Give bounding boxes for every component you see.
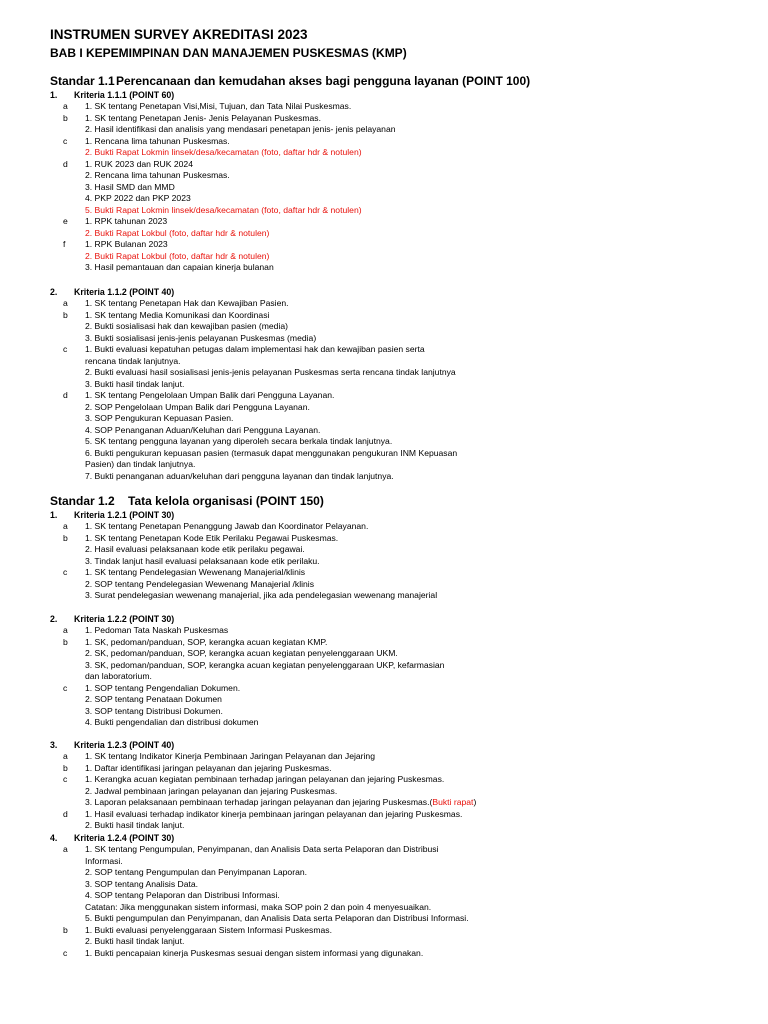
item-text [85, 425, 320, 436]
kriteria-text: Kriteria 1.2.3 (POINT 40) [74, 740, 175, 750]
item-letter: b [63, 532, 68, 543]
item-text [85, 660, 444, 671]
item-text-highlight: Bukti rapat [432, 797, 474, 807]
item-text [85, 544, 305, 555]
item-letter: f [63, 239, 66, 249]
item-text-main: 2. SK, pedoman/panduan, SOP, kerangka acuan kegiatan penyelenggaraan UKM. [85, 648, 398, 658]
item-text [85, 170, 230, 181]
item-text [85, 556, 320, 567]
item-text [85, 579, 314, 590]
kriteria-text: Kriteria 1.1.2 (POINT 40) [74, 287, 175, 297]
item-text [85, 367, 456, 378]
item-text-main: Pasien) dan tindak lanjutnya. [85, 459, 196, 469]
item-text-main: 1. SK tentang Penetapan Visi,Misi, Tujuan, dan Tata Nilai Puskesmas. [85, 101, 352, 111]
kriteria-1-1-2-heading [50, 287, 174, 297]
kriteria-text: Kriteria 1.1.1 (POINT 60) [74, 90, 175, 100]
item-text-main: 2. SOP tentang Pendelegasian Wewenang Manajerial /klinis [85, 578, 314, 589]
item-text-suffix: ) [473, 797, 477, 807]
item-text [85, 413, 233, 424]
item-text [85, 471, 394, 482]
item-text-main: 2. Bukti Rapat Lokmin linsek/desa/kecamatan (foto, daftar hdr & notulen) [85, 147, 362, 157]
item-text-main: 1. Rencana lima tahunan Puskesmas. [85, 135, 230, 146]
item-text-main: 3. SOP Pengukuran Kepuasan Pasien. [85, 413, 234, 423]
kriteria-number: 1. [50, 510, 58, 520]
item-letter: d [63, 808, 68, 819]
item-text-main: 1. RPK tahunan 2023 [85, 216, 168, 226]
item-text-main: 1. SK tentang Penetapan Penanggung Jawab dan Koordinator Pelayanan. [85, 521, 369, 531]
item-letter: d [63, 390, 68, 400]
item-letter: c [63, 344, 68, 354]
item-text-main: 3. Bukti sosialisasi jenis-jenis pelayanan Puskesmas (media) [85, 332, 317, 343]
item-text-main: 3. SOP tentang Analisis Data. [85, 878, 199, 889]
item-letter: d [63, 158, 68, 169]
item-letter: c [63, 135, 68, 146]
kriteria-text: Kriteria 1.2.1 (POINT 30) [74, 510, 175, 520]
item-letter: e [63, 216, 68, 226]
item-text [85, 890, 280, 901]
item-text-main: 6. Bukti pengukuran kepuasan pasien (termasuk dapat menggunakan pengukuran INM Kepuasan [85, 447, 458, 458]
item-text [85, 333, 316, 344]
standar-1-2-heading [50, 494, 324, 508]
item-text [85, 113, 321, 124]
item-letter: c [63, 567, 68, 577]
item-text [85, 820, 184, 831]
item-text-main: 2. Bukti hasil tindak lanjut. [85, 936, 185, 946]
item-text [85, 751, 375, 762]
kriteria-1-2-4-heading [50, 833, 174, 843]
item-text [85, 251, 269, 262]
item-text [85, 948, 423, 959]
kriteria-number: 4. [50, 833, 58, 843]
item-text-main: 3. SK, pedoman/panduan, SOP, kerangka acuan kegiatan penyelenggaraan UKP, kefarmasian [85, 659, 445, 670]
item-text-main: 1. Pedoman Tata Naskah Puskesmas [85, 625, 229, 635]
item-text-main: 1. Bukti evaluasi kepatuhan petugas dalam implementasi hak dan kewajiban pasien serta [85, 344, 425, 354]
kriteria-text: Kriteria 1.2.2 (POINT 30) [74, 614, 175, 624]
item-letter: b [63, 762, 68, 773]
item-text-main: 3. Hasil pemantauan dan capaian kinerja bulanan [85, 262, 274, 272]
item-text [85, 913, 469, 924]
item-text-main: 1. SK tentang Penetapan Jenis- Jenis Pelayanan Puskesmas. [85, 112, 321, 123]
item-text-main: 2. SOP Pengelolaan Umpan Balik dari Pengguna Layanan. [85, 401, 310, 412]
item-text [85, 321, 288, 332]
item-text-main: 5. Bukti Rapat Lokmin linsek/desa/kecamatan (foto, daftar hdr & notulen) [85, 204, 362, 215]
item-text [85, 637, 327, 648]
item-text [85, 786, 337, 797]
item-text [85, 533, 338, 544]
item-text [85, 147, 362, 158]
kriteria-text: Kriteria 1.2.4 (POINT 30) [74, 833, 175, 843]
item-text [85, 182, 175, 193]
item-text-main: 1. Bukti pencapaian kinerja Puskesmas sesuai dengan sistem informasi yang digunakan. [85, 947, 424, 958]
item-text [85, 159, 193, 170]
item-text-main: Informasi. [85, 855, 123, 866]
item-text-main: 2. Hasil identifikasi dan analisis yang mendasari penetapan jenis- jenis pelayanan [85, 124, 396, 134]
item-text-main: 1. Bukti evaluasi penyelenggaraan Sistem Informasi Puskesmas. [85, 924, 332, 935]
item-text [85, 193, 191, 204]
item-text-main: 1. Kerangka acuan kegiatan pembinaan terhadap jaringan pelayanan dan jejaring Puskesmas. [85, 774, 445, 784]
item-text-main: 2. Hasil evaluasi pelaksanaan kode etik perilaku pegawai. [85, 544, 305, 554]
item-text-main: 4. SOP Penanganan Aduan/Keluhan dari Pengguna Layanan. [85, 424, 321, 435]
standar-number: Standar 1.2 [50, 494, 115, 508]
item-text [85, 298, 289, 309]
item-text [85, 774, 444, 785]
item-text [85, 521, 368, 532]
item-text-main: 2. Bukti Rapat Lokbul (foto, daftar hdr & notulen) [85, 250, 270, 261]
item-text [85, 717, 258, 728]
item-text [85, 344, 425, 355]
item-text-main: 1. SK tentang Pengelolaan Umpan Balik dari Pengguna Layanan. [85, 390, 335, 400]
item-text-main: 2. Jadwal pembinaan jaringan pelayanan dan jejaring Puskesmas. [85, 785, 338, 796]
item-text-main: 1. SK, pedoman/panduan, SOP, kerangka acuan kegiatan KMP. [85, 636, 328, 647]
item-text-main: 2. Bukti evaluasi hasil sosialisasi jenis-jenis pelayanan Puskesmas serta rencana tindak lanjutnya [85, 367, 456, 377]
item-text [85, 625, 228, 636]
item-text [85, 936, 184, 947]
standar-text: Perencanaan dan kemudahan akses bagi pengguna layanan (POINT 100) [116, 74, 531, 88]
item-text-main: 1. SK tentang Penetapan Hak dan Kewajiban Pasien. [85, 298, 289, 308]
kriteria-1-1-1-heading [50, 90, 174, 100]
document-title: INSTRUMEN SURVEY AKREDITASI 2023 [50, 27, 308, 42]
item-text [85, 310, 269, 321]
kriteria-1-2-1-heading [50, 510, 174, 520]
item-text [85, 763, 332, 774]
item-letter: b [63, 636, 68, 647]
item-letter: b [63, 112, 68, 123]
item-letter: a [63, 844, 68, 854]
item-text-main: 5. SK tentang pengguna layanan yang diperoleh secara berkala tindak lanjutnya. [85, 436, 393, 446]
item-text-main: 1. SOP tentang Pengendalian Dokumen. [85, 682, 241, 693]
item-text [85, 879, 198, 890]
chapter-title: BAB I KEPEMIMPINAN DAN MANAJEMEN PUSKESMAS (KMP) [50, 46, 407, 60]
item-text-main: 3. Bukti hasil tindak lanjut. [85, 378, 185, 389]
kriteria-number: 2. [50, 614, 58, 624]
kriteria-number: 2. [50, 287, 58, 297]
item-text-main: 2. SOP tentang Pengumpulan dan Penyimpanan Laporan. [85, 867, 308, 877]
item-text [85, 101, 351, 112]
item-text [85, 216, 167, 227]
item-text [85, 648, 398, 659]
standar-number: Standar 1.1 [50, 74, 115, 88]
item-text-main: 2. Bukti Rapat Lokbul (foto, daftar hdr & notulen) [85, 227, 270, 238]
item-text [85, 205, 362, 216]
item-text [85, 706, 223, 717]
item-text-main: 1. Daftar identifikasi jaringan pelayanan dan jejaring Puskesmas. [85, 762, 332, 773]
item-text-main: Catatan: Jika menggunakan sistem informasi, maka SOP poin 2 dan poin 4 menyesuaikan. [85, 901, 432, 912]
kriteria-number: 1. [50, 90, 58, 100]
item-letter: c [63, 947, 68, 958]
item-text [85, 379, 184, 390]
item-text [85, 228, 269, 239]
item-text-main: 2. Bukti hasil tindak lanjut. [85, 820, 185, 830]
item-text [85, 239, 168, 250]
item-text [85, 694, 222, 705]
standar-text: Tata kelola organisasi (POINT 150) [128, 494, 324, 508]
item-text [85, 402, 310, 413]
item-text-main: dan laboratorium. [85, 671, 152, 681]
item-letter: c [63, 774, 68, 784]
item-text-main: 1. SK tentang Indikator Kinerja Pembinaan Jaringan Pelayanan dan Jejaring [85, 751, 375, 761]
item-text-main: 1. SK tentang Pengumpulan, Penyimpanan, dan Analisis Data serta Pelaporan dan Distribusi [85, 844, 439, 854]
item-text [85, 459, 195, 470]
item-text [85, 902, 431, 913]
kriteria-1-2-2-heading [50, 614, 174, 624]
item-text [85, 809, 462, 820]
item-text-main: 3. Surat pendelegasian wewenang manajerial, jika ada pendelegasian wewenang manajerial [85, 590, 438, 600]
item-text [85, 671, 152, 682]
item-text-main: 2. SOP tentang Penataan Dokumen [85, 694, 222, 704]
item-letter: b [63, 924, 68, 935]
item-text [85, 856, 123, 867]
item-text-main: 1. SK tentang Pendelegasian Wewenang Manajerial/klinis [85, 567, 306, 577]
item-text [85, 436, 392, 447]
item-text [85, 567, 305, 578]
item-text [85, 683, 240, 694]
item-text-main: 2. Bukti sosialisasi hak dan kewajiban pasien (media) [85, 321, 289, 331]
item-text-main: 4. PKP 2022 dan PKP 2023 [85, 193, 191, 203]
item-letter: b [63, 309, 68, 320]
item-letter: a [63, 101, 68, 111]
item-letter: a [63, 298, 68, 308]
standar-1-1-heading [50, 74, 530, 88]
item-text-main: 7. Bukti penanganan aduan/keluhan dari pengguna layanan dan tindak lanjutnya. [85, 470, 394, 481]
item-text-main: 3. Hasil SMD dan MMD [85, 181, 175, 192]
item-text [85, 867, 307, 878]
item-text-main: 5. Bukti pengumpulan dan Penyimpanan, dan Analisis Data serta Pelaporan dan Distribusi Informasi. [85, 913, 469, 923]
item-text-main: 1. RUK 2023 dan RUK 2024 [85, 158, 193, 169]
item-text-main: 2. Rencana lima tahunan Puskesmas. [85, 170, 230, 180]
item-text-main: 3. SOP tentang Distribusi Dokumen. [85, 705, 223, 716]
item-letter: a [63, 751, 68, 761]
item-text [85, 925, 332, 936]
item-letter: a [63, 625, 68, 635]
item-text [85, 844, 439, 855]
item-text-main: rencana tindak lanjutnya. [85, 355, 181, 366]
item-text [85, 136, 230, 147]
kriteria-1-2-3-heading [50, 740, 174, 750]
item-text [85, 797, 476, 808]
item-text [85, 124, 396, 135]
item-text-main: 3. Laporan pelaksanaan pembinaan terhadap jaringan pelayanan dan jejaring Puskesmas.( [85, 797, 433, 807]
item-text-main: 1. SK tentang Penetapan Kode Etik Perilaku Pegawai Puskesmas. [85, 532, 339, 543]
item-text-main: 4. Bukti pengendalian dan distribusi dokumen [85, 717, 259, 727]
item-letter: a [63, 521, 68, 531]
kriteria-number: 3. [50, 740, 58, 750]
item-text-main: 1. Hasil evaluasi terhadap indikator kinerja pembinaan jaringan pelayanan dan jejaring Puskesmas. [85, 808, 463, 819]
item-text [85, 390, 334, 401]
item-letter: c [63, 682, 68, 693]
item-text-main: 1. SK tentang Media Komunikasi dan Koordinasi [85, 309, 270, 320]
item-text-main: 4. SOP tentang Pelaporan dan Distribusi Informasi. [85, 890, 280, 900]
item-text [85, 356, 181, 367]
item-text-main: 1. RPK Bulanan 2023 [85, 239, 168, 249]
item-text [85, 448, 457, 459]
item-text [85, 262, 274, 273]
item-text-main: 3. Tindak lanjut hasil evaluasi pelaksanaan kode etik perilaku. [85, 555, 320, 566]
item-text [85, 590, 437, 601]
